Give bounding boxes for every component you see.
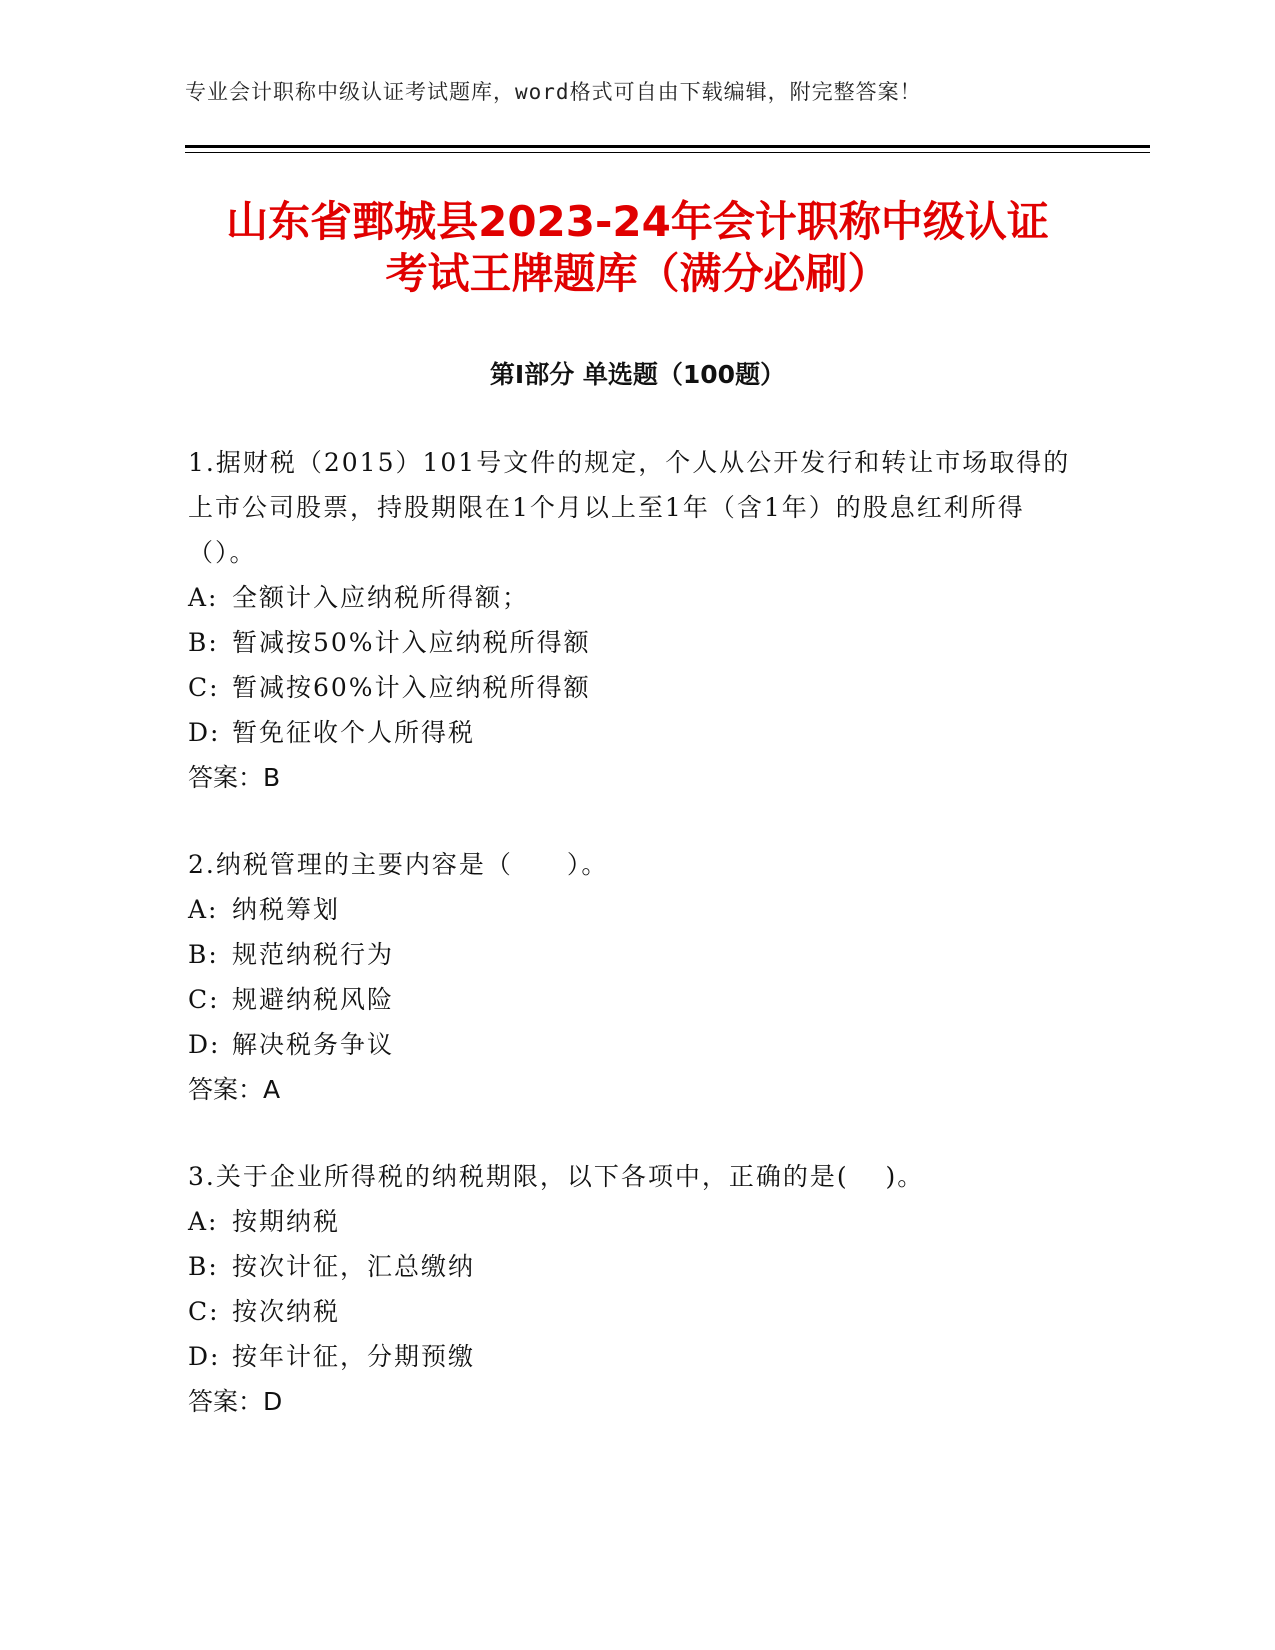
option-text: 按次计征，汇总缴纳 [232,1252,476,1281]
option-b [188,620,1088,665]
option-letter: A: [188,1207,219,1236]
header-note: 专业会计职称中级认证考试题库，word格式可自由下载编辑，附完整答案！ [185,80,922,104]
option-letter: C: [188,1297,220,1326]
option-letter: C: [188,673,220,702]
document-title-line-1: 山东省鄄城县2023-24年会计职称中级认证 [226,197,1049,246]
option-c [188,977,1088,1022]
option-text: 暂减按50%计入应纳税所得额 [232,628,591,657]
question-3 [188,1154,1088,1424]
option-text: 按期纳税 [232,1207,341,1236]
option-text: 纳税筹划 [232,895,341,924]
option-text: 规避纳税风险 [232,985,395,1014]
option-d [188,710,1088,755]
option-letter: B: [188,628,219,657]
option-text: 全额计入应纳税所得额； [232,583,530,612]
document-title-line-2: 考试王牌题库（满分必刷） [385,249,890,298]
option-a [188,887,1088,932]
document-title [140,196,1135,300]
option-b [188,932,1088,977]
option-text: 暂减按60%计入应纳税所得额 [232,673,591,702]
answer: 答案：D [188,1387,283,1416]
question-stem: 2.纳税管理的主要内容是（ ）。 [188,850,609,879]
question-list [188,440,1088,1466]
question-stem: 1.据财税（2015）101号文件的规定，个人从公开发行和转让市场取得的上市公司股票，持股期限在1个月以上至1年（含1年）的股息红利所得（）。 [188,448,1071,567]
option-letter: A: [188,583,219,612]
option-letter: D: [188,1030,221,1059]
option-letter: A: [188,895,219,924]
option-letter: D: [188,718,221,747]
option-b [188,1244,1088,1289]
header-divider-thin [185,152,1150,153]
answer: 答案：A [188,1075,281,1104]
option-letter: D: [188,1342,221,1371]
option-text: 解决税务争议 [232,1030,395,1059]
option-a [188,575,1088,620]
option-text: 按年计征，分期预缴 [232,1342,476,1371]
option-a [188,1199,1088,1244]
option-letter: C: [188,985,220,1014]
option-d [188,1334,1088,1379]
question-stem: 3.关于企业所得税的纳税期限，以下各项中，正确的是( )。 [188,1162,925,1191]
section-heading: 第Ⅰ部分 单选题（100题） [489,360,786,389]
option-c [188,1289,1088,1334]
option-text: 规范纳税行为 [232,940,395,969]
question-1 [188,440,1088,800]
question-2 [188,842,1088,1112]
option-c [188,665,1088,710]
option-letter: B: [188,940,219,969]
option-text: 暂免征收个人所得税 [232,718,476,747]
answer: 答案：B [188,763,281,792]
option-d [188,1022,1088,1067]
option-letter: B: [188,1252,219,1281]
option-text: 按次纳税 [232,1297,341,1326]
header-divider-thick [185,145,1150,148]
